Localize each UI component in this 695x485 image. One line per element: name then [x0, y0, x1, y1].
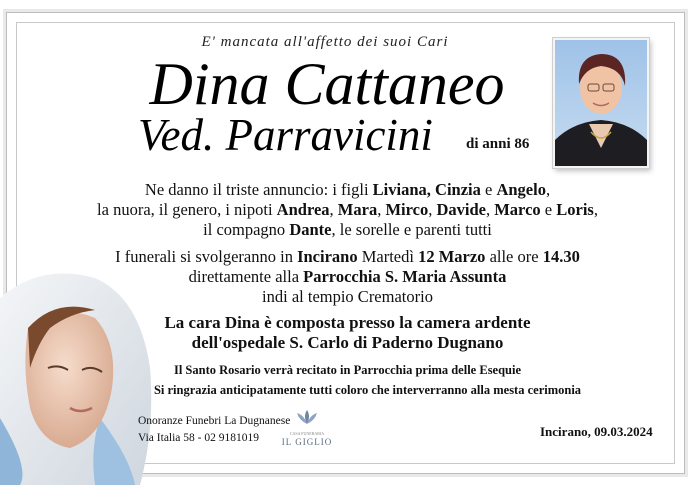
- announcement-line-1: Ne danno il triste annuncio: i figli Liviana, Cinzia e Angelo,: [144, 180, 551, 199]
- logo-top-text: CASA FUNERARIA: [289, 431, 325, 436]
- child-name: Liviana,: [372, 180, 431, 199]
- chapel-line-1: La cara Dina è composta presso la camera ardente: [164, 313, 531, 332]
- child-name: Cinzia: [435, 180, 481, 199]
- agency-info: [138, 413, 290, 447]
- rosary-notice: Il Santo Rosario verrà recitato in Parrocchia prima delle Esequie: [173, 363, 522, 377]
- funeral-time: 14.30: [542, 247, 580, 266]
- widow-name: Ved. Parravicini: [138, 110, 433, 160]
- funeral-place: Incirano: [297, 247, 358, 266]
- grandchild-name: Mara: [337, 200, 378, 219]
- portrait-photo: [553, 38, 649, 168]
- age-label: di anni 86: [466, 136, 530, 152]
- announcement-line-3: il compagno Dante, le sorelle e parenti tutti: [203, 220, 492, 239]
- grandchild-name: Loris: [556, 200, 594, 219]
- funeral-date: 12 Marzo: [418, 247, 486, 266]
- announcement-line-2: la nuora, il genero, i nipoti Andrea, Mara, Mirco, Davide, Marco e Loris,: [97, 200, 598, 219]
- madonna-image: [0, 268, 160, 485]
- agency-name: Onoranze Funebri La Dugnanese: [138, 415, 291, 427]
- funeral-line-2: direttamente alla Parrocchia S. Maria Assunta: [188, 267, 507, 286]
- agency-address: Via Italia 58 - 02 9181019: [138, 432, 259, 444]
- place-date: Incirano, 09.03.2024: [540, 424, 653, 439]
- funeral-line-1: I funerali si svolgeranno in Incirano Martedì 12 Marzo alle ore 14.30: [115, 247, 580, 266]
- thanks-notice: Si ringrazia anticipatamente tutti coloro che interverranno alla mesta cerimonia: [153, 383, 582, 397]
- grandchild-name: Mirco: [385, 200, 429, 219]
- grandchild-name: Marco: [494, 200, 541, 219]
- portrait-image: [555, 40, 647, 166]
- church-name: Parrocchia S. Maria Assunta: [303, 267, 507, 286]
- deceased-name: Dina Cattaneo: [149, 51, 505, 117]
- funeral-line-3: indi al tempio Crematorio: [262, 287, 433, 306]
- grandchild-name: Davide: [436, 200, 486, 219]
- partner-name: Dante: [289, 220, 332, 239]
- logo-name: IL GIGLIO: [281, 437, 333, 447]
- child-name: Angelo: [496, 180, 546, 199]
- intro-text: E' mancata all'affetto dei suoi Cari: [201, 34, 449, 50]
- grandchild-name: Andrea: [276, 200, 330, 219]
- lily-icon: [294, 408, 320, 426]
- chapel-line-2: dell'ospedale S. Carlo di Paderno Dugnano: [191, 333, 504, 352]
- il-giglio-logo: [272, 408, 342, 456]
